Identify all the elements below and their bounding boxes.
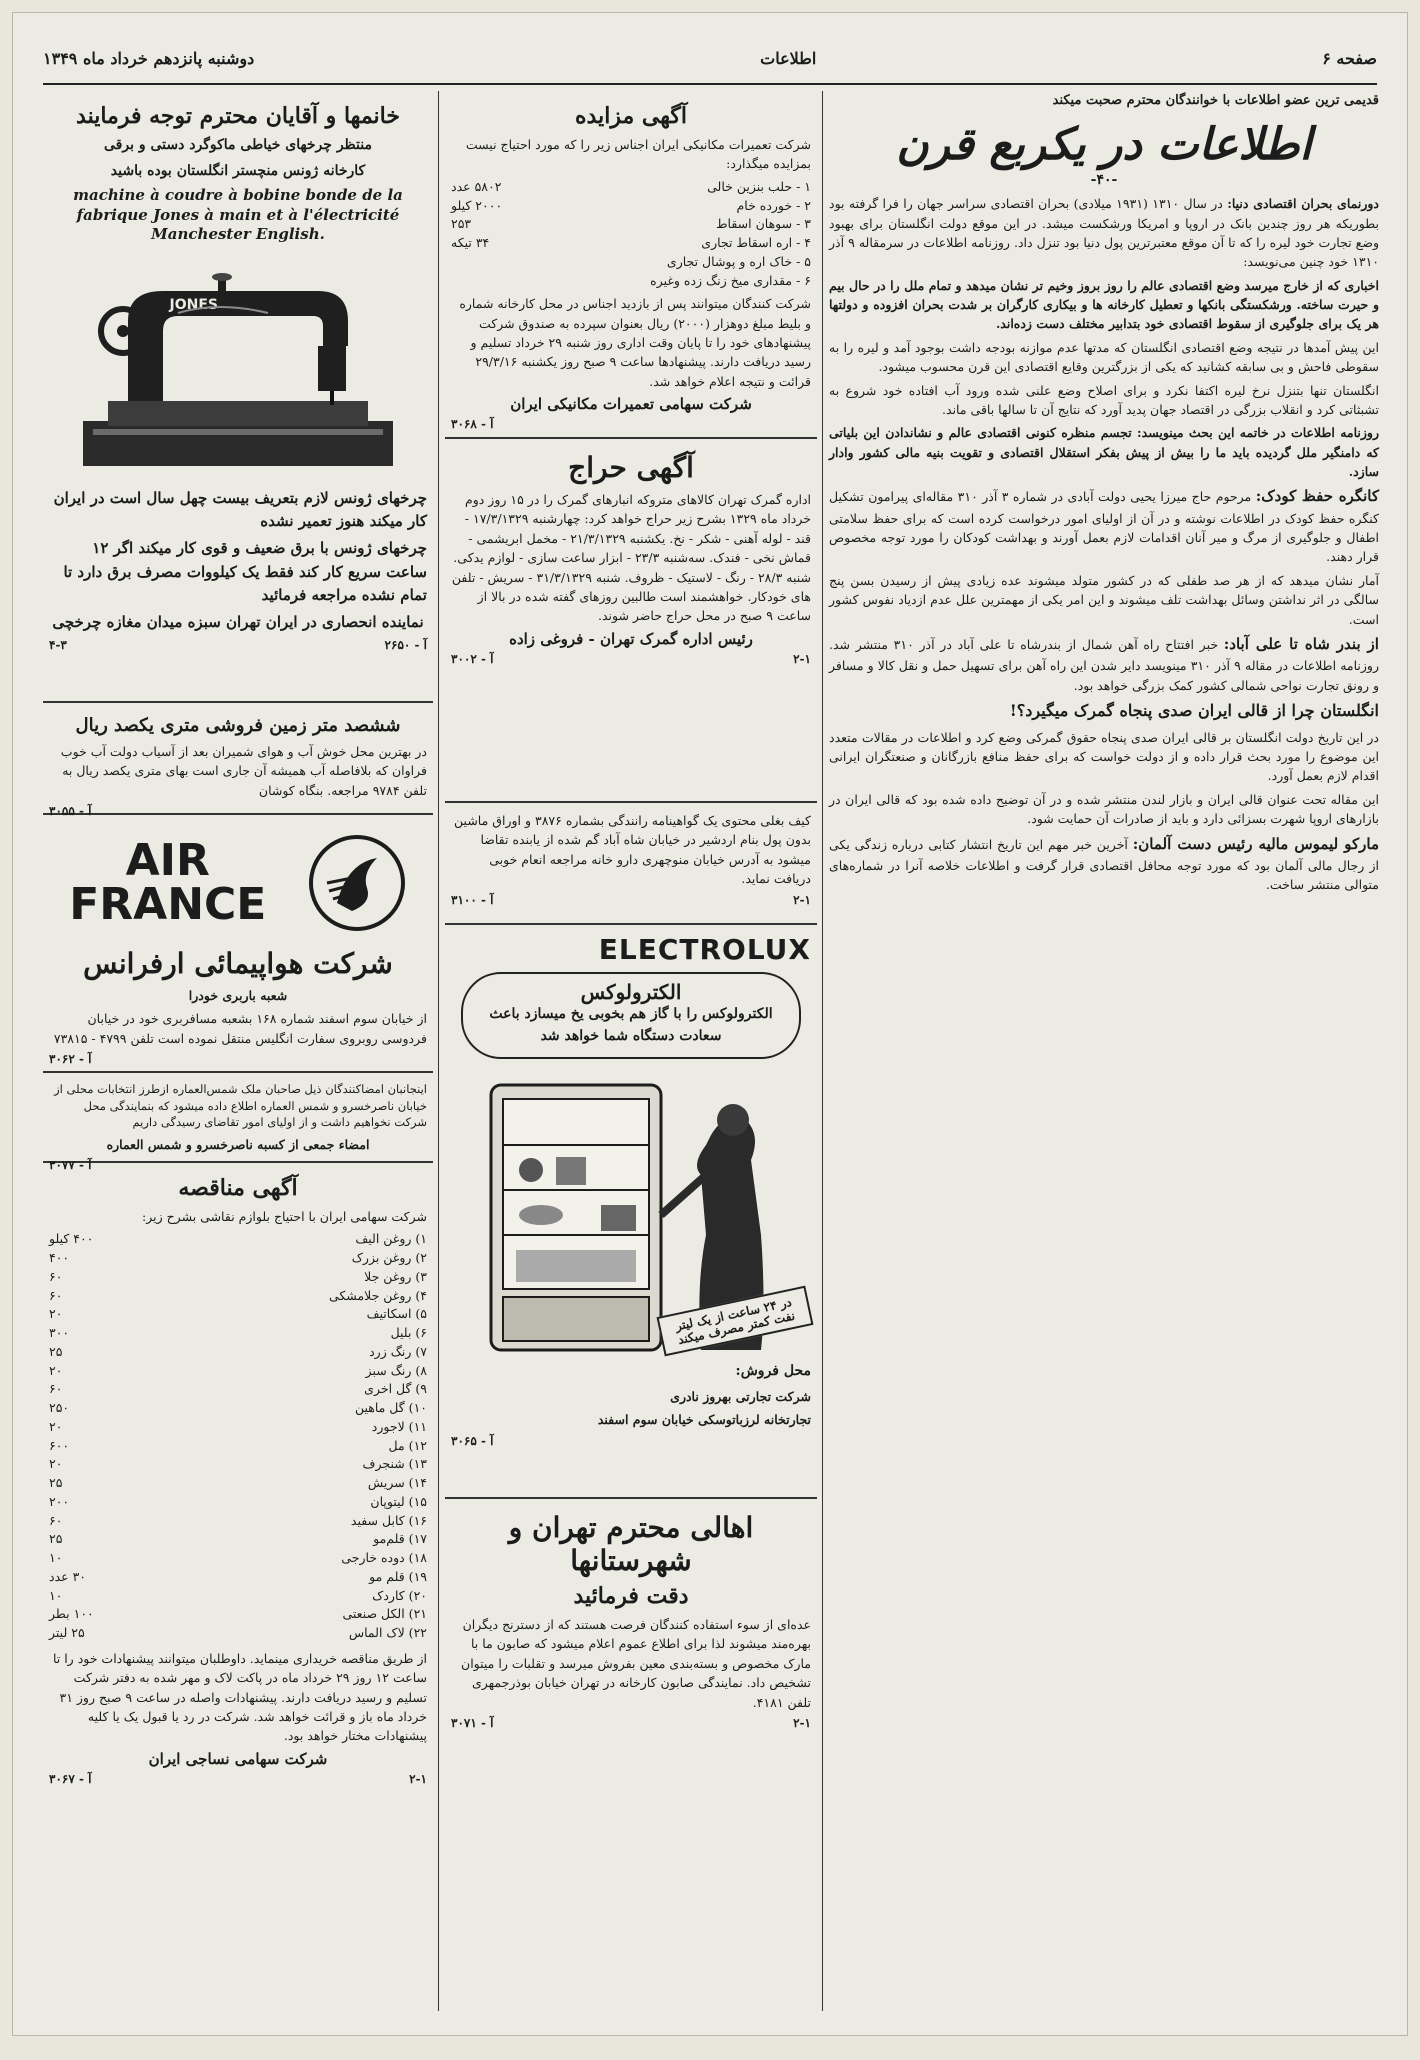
tender-items — [49, 1230, 427, 1643]
electrolux-speech-bubble — [461, 972, 801, 1059]
feature-paragraph-7: آمار نشان میدهد که از هر صد طفلی که در کشور متولد میشوند عده زیادی پیش از رسیدن بسن پنج سالگی در اثر نداشتن وسائل بهداشت تلف میشوند و این امر یکی از مهمترین علل عدم ازدیاد نفوس کشور است. — [829, 572, 1379, 627]
lost-codes — [451, 893, 811, 907]
sewing-ad-code: آ - ۲۶۵۰ — [384, 638, 427, 653]
sewing-ad-agent: نماینده انحصاری در ایران تهران سبزه میدان مغازه چرخچی — [52, 613, 424, 632]
tender-item — [49, 1624, 427, 1643]
tender-item — [49, 1493, 427, 1512]
electrolux-sales1: شرکت تجارتی بهروز نادری — [670, 1389, 811, 1405]
tender-item-name: ۷) رنگ زرد — [369, 1343, 427, 1359]
tender-code-b: ۲-۱ — [409, 1771, 427, 1786]
auction-items — [451, 178, 811, 291]
auction-item — [451, 253, 811, 272]
auction2-body: اداره گمرک تهران کالاهای متروکه انبارهای گمرک را در ۱۵ روز دوم خرداد ماه ۱۳۲۹ بشرح زیر حراج خواهد کرد: چهارشنبه ۱۷/۳/۱۳۲۹ - قند - لوله آهنی - شکر - نخ. یکشنبه ۲۱/۳/۱۳۲۹ - مخمل ابریشمی - قماش نخی - فندک. سه‌شنبه ۲۳/۳ - ابزار ساعت سازی - لوازم یدکی. شنبه ۲۸/۳ - رنگ - لاستیک - ظروف. شنبه ۳۱/۳/۱۳۲۹ - سریش - تلفن های خودکار. خواهشمند است طالبین روزهای گفته شده در بالا از ساعت ۹ صبح در محل حراج حاضر شوند. — [451, 492, 811, 624]
feature-paragraph-10: اين مقاله تحت عنوان قالی ایران و بازار لندن منتشر شده و در آن توضیح داده شده بود که قالی ایران در بازارهای اروپا شهرت بسزائی دارد و باید از صادرات آن حمایت شود. — [829, 791, 1379, 827]
tender-title: آگهی مناقصه — [178, 1175, 298, 1201]
tender-item-name: ۲۲) لاک الماس — [348, 1625, 427, 1641]
tender-item-quantity: ۶۰ — [49, 1287, 63, 1303]
tender-item-name: ۱۶) کابل سفید — [350, 1512, 427, 1528]
feature-paragraph-11: آخرین خبر مهم این تاریخ انتشار کتابی درباره زندگی یکی از رجال مالی آلمان بود که مورد توجه محافل اقتصادی قرار گرفت و اطلاعات خلاصه آنرا در شماره‌های متوالی منتشر ساخت. — [829, 836, 1379, 893]
citizens-code: آ - ۳۰۷۱ — [451, 1715, 494, 1730]
auction-item-name: ۱ - حلب بنزین خالی — [707, 178, 811, 194]
auction-item-quantity: ۵۸۰۲ عدد — [451, 178, 502, 194]
citizens-body: عده‌ای از سوء استفاده کنندگان فرصت هستند که از دسترنج دیگران بهره‌مند میشوند لذا برای اطلاع عموم اعلام میشود که صابون ما با مارک مخصوص و بسته‌بندی معین بفروش میرسد و تقلبات را میتوان تشخیص داد. نمایندگی صابون کارخانه در تهران خیابان بوذرجمهری تلفن ۴۱۸۱. — [461, 1617, 811, 1710]
auction1-codes — [451, 417, 811, 431]
sewing-ad-body1: چرخهای ژونس لازم بتعریف بیست چهل سال است در ایران کار میکند هنوز تعمیر نشده — [53, 488, 427, 531]
tender-item-name: ۲۱) الکل صنعتی — [342, 1606, 427, 1622]
lost-code-b: ۲-۱ — [793, 892, 811, 907]
tender-item-name: ۳) روغن جلا — [364, 1268, 427, 1284]
tender-item-quantity: ۲۰۰ — [49, 1493, 70, 1509]
lost-body: کیف بغلی محتوی یک گواهینامه رانندگی بشماره ۳۸۷۶ و اوراق ماشین بدون پول بنام اردشیر در خیابان شاه آباد گم شده از یابنده تقاضا میشود به آدرس خیابان منوچهری دارو خانه مراجعه انعام خوبی دریافت نماید. — [454, 813, 811, 887]
feature-subhead-1: دورنمای بحران اقتصادی دنیا: — [1227, 196, 1379, 212]
airfrance-title: شرکت هواپیمائی ارفرانس — [83, 947, 393, 980]
auction-item-name: ۲ - خورده خام — [736, 197, 811, 213]
tender-item-name: ۴) روغن جلامشکی — [328, 1287, 427, 1303]
feature-paragraph-2: اخباری که از خارج میرسد وضع اقتصادی عالم را روز بروز وخیم تر نشان میدهد و تمام ملل را در حال بیم و حیرت ساخته. ورشکستگی بانکها و تعطیل کارخانه ها و بیکاری کارگران بر شدت بحران افزوده و دولتها هر یک برای جلوگیری از سقوط اقتصادی خود بتدابیر مختلف دست زده‌اند. — [829, 277, 1379, 332]
tender-item — [49, 1568, 427, 1587]
column-rule — [438, 91, 439, 2011]
feature-subhead-4: انگلستان چرا از قالی ایران صدی پنجاه گمرک میگیرد؟! — [1009, 700, 1379, 720]
electrolux-badge: در ۲۴ ساعت از یک لیتر نفت کمتر مصرف میکند — [657, 1286, 814, 1357]
tender-item — [49, 1380, 427, 1399]
tender-item — [49, 1474, 427, 1493]
auction-item — [451, 197, 811, 216]
feature-paragraph-6: مرحوم حاج میرزا یحیی دولت آبادی در شماره ۳ آذر ۳۱۰ مقاله‌ای پیرامون تشکیل کنگره حفظ کودک در اطلاعات نوشته و در آن از اولیای امور درخواست کرده است که برای حفظ سلامتی اطفال و جلوگیری از مرگ و میر آنان اقدامات لازم بعمل آورند و بهداشت کودکان را مورد توجه مخصوص قرار دهند. — [829, 489, 1379, 565]
tender-item — [49, 1455, 427, 1474]
tender-item-name: ۱) روغن الیف — [355, 1231, 427, 1247]
sewing-ad-latin: machine à coudre à bobine bonde de la fabrique Jones à main et à l'électricité Manchester English. — [73, 186, 403, 244]
tender-item — [49, 1287, 427, 1306]
tender-item-name: ۱۷) قلم‌مو — [373, 1531, 427, 1547]
tender-ad — [43, 1163, 433, 1971]
sewing-ad-line1: منتظر چرخهای خیاطی ماکوگرد دستی و برقی — [104, 137, 372, 153]
citizens-subtitle: دقت فرمائید — [573, 1583, 689, 1609]
feature-subhead-5: مارکو لیموس مالیه رئیس دست آلمان: — [1132, 834, 1379, 853]
electrolux-code: آ - ۳۰۶۵ — [451, 1433, 494, 1448]
citizens-codes — [451, 1716, 811, 1730]
tender-item-quantity: ۲۵ — [49, 1531, 63, 1547]
feature-paragraph-9: در این تاریخ دولت انگلستان بر قالی ایران صدی پنجاه حقوق گمرکی وضع کرد و اطلاعات در مقالات متعدد این موضوع را مورد بحث قرار داده و از دولت خواست که برای حفظ منافع بازرگانان و صنعتگران ایرانی اقدام لازم بعمل آورد. — [829, 729, 1379, 784]
tender-item-quantity: ۴۰۰ — [49, 1250, 70, 1266]
tender-item — [49, 1605, 427, 1624]
auction-ad — [445, 91, 817, 439]
tender-item-name: ۱۵) لیتوپان — [370, 1493, 427, 1509]
airfrance-body: از خیابان سوم اسفند شماره ۱۶۸ بشعبه مسافربری خود در خیابان فردوسی روبروی سفارت انگلیس منتقل نموده است تلفن ۴۷۹۹ - ۷۳۸۱۵ — [53, 1011, 427, 1046]
sewing-ad-line2: کارخانه ژونس منچستر انگلستان بوده باشید — [110, 162, 366, 179]
masthead-date: دوشنبه پانزدهم خرداد ماه ۱۳۴۹ — [43, 48, 255, 68]
airfrance-logo-line1: AIR — [125, 835, 210, 886]
auction-item-quantity: ۲۰۰۰ کیلو — [451, 197, 503, 213]
auction2-signature: رئیس اداره گمرک تهران - فروغی زاده — [509, 629, 753, 648]
tender-item-name: ۱۳) شنجرف — [362, 1456, 427, 1472]
tender-item-quantity: ۲۵ — [49, 1343, 63, 1359]
notice-code: آ - ۳۰۷۷ — [49, 1158, 92, 1173]
tender-item-name: ۱۸) دوده خارجی — [341, 1550, 427, 1566]
auction2-codes — [451, 652, 811, 666]
tender-item-quantity: ۲۵ — [49, 1475, 63, 1491]
electrolux-sales2: تجارتخانه لرزباتوسکی خیابان سوم اسفند — [597, 1412, 811, 1428]
auction-item — [451, 234, 811, 253]
tender-item — [49, 1512, 427, 1531]
auction2-title: آگهی حراج — [568, 451, 694, 484]
tender-item-quantity: ۱۰ — [49, 1587, 63, 1603]
tender-item — [49, 1587, 427, 1606]
airfrance-logo — [69, 835, 267, 930]
land-ad-title: ششصد متر زمین فروشی متری یکصد ریال — [75, 715, 401, 736]
auction2-code-b: ۲-۱ — [793, 651, 811, 666]
feature-paragraph-8: خبر افتتاح راه آهن شمال از بندرشاه تا علی آباد در آذر ۳۱۰ منتشر شد. روزنامه اطلاعات در مقاله ۹ آذر ۳۱۰ مینویسد دایر شدن این راه آهن برای تسهیل حمل و نقل کالا و مسافر و رونق تجارت نواحی شمالی کشور کمک بزرگی خواهد بود. — [829, 636, 1379, 693]
land-ad-code: آ - ۳۰۵۵ — [49, 804, 92, 819]
tender-item-name: ۹) گل اخری — [364, 1381, 427, 1397]
auction-item-quantity: ۲۵۳ — [451, 216, 472, 232]
tender-intro: شرکت سهامی ایران با احتیاج بلوازم نقاشی بشرح زیر: — [142, 1209, 427, 1224]
feature-paragraph-4: انگلستان تنها بتنزل نرخ لیره اکتفا نکرد و برای اصلاح وضع علنی شده ورود آب افتاده خود شروع به تشبثاتی کرد و انقلاب بزرگی در اقتصاد جهان پدید آورد که نتایج آن تا سالها باقی ماند. — [829, 382, 1379, 417]
sewing-machine-icon — [68, 251, 408, 481]
auction-item-name: ۳ - سوهان اسقاط — [715, 216, 811, 232]
tender-item — [49, 1249, 427, 1268]
citizens-notice — [445, 1499, 817, 2013]
feature-kicker: قدیمی ترین عضو اطلاعات با خوانندگان محترم صحبت میکند — [1052, 93, 1379, 108]
tender-item-name: ۵) اسکاتیف — [366, 1306, 427, 1322]
land-sale-ad — [43, 703, 433, 819]
airfrance-subtitle: شعبه باربری خودرا — [188, 988, 288, 1003]
sewing-ad-codes — [49, 638, 427, 652]
electrolux-codes — [451, 1434, 811, 1448]
airfrance-logo-line2: FRANCE — [69, 879, 267, 930]
column-rule — [822, 91, 823, 2011]
tender-item-quantity: ۲۵ لیتر — [49, 1625, 85, 1641]
tender-item-name: ۶) بلیل — [390, 1325, 427, 1341]
tender-item — [49, 1362, 427, 1381]
tender-signature: شرکت سهامی نساجی ایران — [148, 1749, 328, 1768]
sewing-machine-figure — [49, 251, 427, 481]
tender-item — [49, 1343, 427, 1362]
electrolux-slogan: الکترولوکس را با گاز هم بخوبی یخ میسازد باعث سعادت دستگاه شما خواهد شد — [489, 1006, 773, 1044]
feature-number: -۴۰- — [1090, 172, 1118, 189]
newspaper-page — [12, 12, 1408, 2036]
airfrance-codes — [49, 1052, 427, 1066]
auction1-title: آگهی مزایده — [575, 103, 687, 129]
tender-item-quantity: ۲۰ — [49, 1456, 63, 1472]
feature-title: اطلاعات در یکربع قرن — [896, 119, 1312, 171]
feature-subhead-2: کانگره حفظ کودک: — [1255, 487, 1379, 506]
tender-item-name: ۱۲) مل — [388, 1437, 427, 1453]
tender-item-quantity: ۲۰ — [49, 1362, 63, 1378]
auction-item — [451, 178, 811, 197]
tender-item-name: ۱۱) لاجورد — [371, 1418, 427, 1434]
masthead-paper: اطلاعات — [760, 48, 817, 68]
tender-item-quantity: ۶۰ — [49, 1268, 63, 1284]
tender-item — [49, 1305, 427, 1324]
auction-item-quantity: ۳۴ تیکه — [451, 235, 490, 250]
tender-item-quantity: ۳۰ عدد — [49, 1568, 86, 1584]
feature-paragraph-1: در سال ۱۳۱۰ (۱۹۳۱ میلادی) بحران اقتصادی سراسر جهان را فرا گرفته بود بطوریکه هر روز چندین بانک در اروپا و امریکا ورشکست میشد. در این موقع دولت انگلستان برای بهبود وضع تجارت خود لیره را که تا آن موقع معتبرترین پول دنیا بود تنزل داد. روزنامه اطلاعات در سرمقاله ۹ آذر ۱۳۱۰ خود چنین می‌نویسد: — [829, 196, 1379, 270]
auction-item-name: ۵ - خاک اره و پوشال تجاری — [666, 253, 811, 269]
sewing-machine-ad — [43, 91, 433, 703]
tender-item-quantity: ۶۰ — [49, 1512, 63, 1528]
electrolux-brand: ELECTROLUX — [598, 933, 811, 966]
tender-item-name: ۲) روغن بزرک — [351, 1250, 427, 1266]
tender-item — [49, 1399, 427, 1418]
tender-codes — [49, 1772, 427, 1786]
tender-body: از طریق مناقصه خریداری مینماید. داوطلبان میتوانند پیشنهادات خود را تا ساعت ۱۲ روز ۲۹ خرداد ماه در پاکت لاک و مهر شده به دفتر شرکت تسلیم و رسید دریافت دارند. پیشنهادات واصله در ساعت ۹ صبح روز ۳۱ خرداد ماه باز و قرائت خواهد شد. شرکت در رد یا قبول یک یا کلیه پیشنهادات مختار خواهد بود. — [52, 1650, 427, 1744]
residents-notice — [43, 1073, 433, 1173]
sewing-ad-body2: چرخهای ژونس با برق ضعیف و قوی کار میکند اگر ۱۲ ساعت سریع کار کند فقط یک کیلووات مصرف برق دارد تا تمام نشده مراجعه فرمائید — [63, 539, 427, 604]
airfrance-logo-row — [49, 823, 427, 943]
tender-item-name: ۱۰) گل ماهین — [354, 1400, 427, 1416]
tender-item-quantity: ۲۰ — [49, 1418, 63, 1434]
tender-item-quantity: ۶۰۰ — [49, 1437, 70, 1453]
tender-item — [49, 1268, 427, 1287]
tender-item-quantity: ۴۰۰ کیلو — [49, 1231, 94, 1247]
feature-subhead-3: از بندر شاه تا علی آباد: — [1223, 634, 1379, 653]
electrolux-slogan-title: الکترولوکس — [580, 980, 682, 1004]
notice-signature: امضاء جمعی از کسبه ناصرخسرو و شمس العماره — [106, 1137, 370, 1153]
auction-item — [451, 215, 811, 234]
tender-item — [49, 1418, 427, 1437]
customs-auction-ad — [445, 439, 817, 803]
tender-item-name: ۱۹) قلم مو — [369, 1568, 427, 1584]
tender-item-quantity: ۳۰۰ — [49, 1325, 70, 1341]
tender-item-name: ۸) رنگ سبز — [365, 1362, 427, 1378]
machine-brand-text: JONES — [169, 296, 218, 313]
auction1-intro: شرکت تعمیرات مکانیکی ایران اجناس زیر را که مورد احتیاج نیست بمزایده میگذارد: — [465, 137, 811, 172]
left-column — [43, 91, 433, 2011]
tender-item-quantity: ۶۰ — [49, 1381, 63, 1397]
tender-item-name: ۱۴) سریش — [367, 1475, 427, 1491]
masthead-page-label: صفحه ۶ — [1322, 48, 1377, 68]
notice-body: اینجانبان امضاکنندگان ذیل صاحبان ملک شمس‌العماره ازطرز انتخابات محلی از خیابان ناصرخسرو و شمس العماره اطلاع داده میشود که بنمایندگی محل شرکت نخواهیم داشت و از اولیای امور تقاضای رسیدگی داریم — [54, 1082, 427, 1130]
auction1-code: آ - ۳۰۶۸ — [451, 417, 494, 432]
tender-item — [49, 1437, 427, 1456]
tender-code: آ - ۳۰۶۷ — [49, 1771, 92, 1786]
lost-wallet-ad — [445, 803, 817, 925]
airfrance-ad — [43, 815, 433, 1073]
auction1-signature: شرکت سهامی تعمیرات مکانیکی ایران — [510, 395, 752, 414]
tender-item-quantity: ۲۵۰ — [49, 1400, 70, 1416]
tender-item — [49, 1530, 427, 1549]
right-column-feature — [829, 91, 1379, 2011]
tender-item — [49, 1324, 427, 1343]
auction-item-quantity — [451, 272, 521, 291]
auction-item-name: ۴ - اره اسقاط تجاری — [701, 235, 811, 250]
citizens-code-b: ۲-۱ — [793, 1715, 811, 1730]
sewing-ad-code-b: ۴-۳ — [49, 638, 67, 653]
auction-item-quantity — [451, 253, 521, 272]
airfrance-code: آ - ۳۰۶۲ — [49, 1052, 92, 1067]
seahorse-emblem-icon — [307, 833, 407, 933]
tender-item — [49, 1549, 427, 1568]
auction2-code: آ - ۳۰۰۲ — [451, 651, 494, 666]
tender-item-name: ۲۰) کاردک — [372, 1587, 427, 1603]
masthead — [43, 33, 1377, 85]
electrolux-sales-title: محل فروش: — [735, 1363, 811, 1380]
electrolux-ad — [445, 925, 817, 1499]
tender-item-quantity: ۱۰ — [49, 1550, 63, 1566]
auction-item — [451, 272, 811, 291]
feature-paragraph-5: روزنامه اطلاعات در خاتمه این بحث مینویسد: تجسم منظره کنونی اقتصادی عالم و نشاندادن این بلیاتی که دامنگیر ملل گردیده باید ما را بیش از پیش بفکر استقلال اقتصادی و تقویت بنیه مالی کشور وادار سازد. — [829, 425, 1379, 480]
middle-column — [445, 91, 817, 2011]
auction1-body: شرکت کنندگان میتوانند پس از بازدید اجناس در محل کارخانه شماره و بلیط مبلغ دوهزار (۲۰۰۰) ریال بعنوان سپرده به صندوق شرکت پیشنهادهای خود را تا پایان وقت اداری روز شنبه ۲۹ خرداد تسلیم و رسید دریافت دارند. پیشنهادها ساعت ۹ صبح روز یکشنبه ۲۹/۳/۱۶ قرائت و نتیجه اعلام خواهد شد. — [459, 296, 811, 389]
land-ad-body: در بهترین محل خوش آب و هوای شمیران بعد از آسیاب دولت آب خوب فراوان که بلافاصله آب همیشه آن جاری است بهای متری یکصد ریال به تلفن ۹۷۸۴ مراجعه. بنگاه کوشان — [60, 744, 427, 798]
auction-item-name: ۶ - مقداری میخ زنگ زده وغیره — [650, 272, 811, 288]
tender-item-quantity: ۱۰۰ بطر — [49, 1606, 94, 1622]
lost-code: آ - ۳۱۰۰ — [451, 892, 494, 907]
tender-item — [49, 1230, 427, 1249]
sewing-ad-title: خانمها و آقایان محترم توجه فرمایند — [76, 103, 400, 129]
tender-item-quantity: ۲۰ — [49, 1306, 63, 1322]
feature-paragraph-3: این پیش آمدها در نتیجه وضع اقتصادی انگلستان که مدتها عدم موازنه بودجه داشت بوجود آمد و لیره را به سقوطی فاحش و بی سابقه کشانید که یکی از بزرگترین وقایع اقتصادی این قرن محسوب میشود. — [829, 339, 1379, 375]
citizens-title: اهالی محترم تهران و شهرستانها — [508, 1511, 754, 1577]
